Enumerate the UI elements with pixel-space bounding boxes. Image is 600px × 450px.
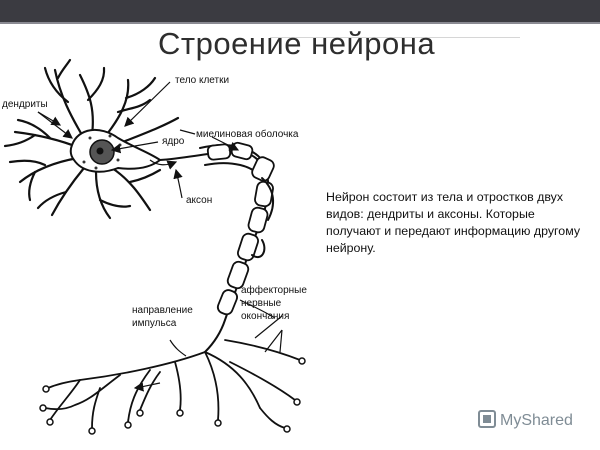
label-impulse-2: импульса	[132, 318, 177, 329]
slide-description: Нейрон состоит из тела и отростков двух видов: дендриты и аксоны. Которые получают и передают информацию другому нейрону.	[326, 190, 581, 255]
label-dendrites: дендриты	[2, 99, 48, 110]
label-impulse-1: направление	[132, 305, 193, 316]
label-cell-body: тело клетки	[175, 75, 230, 86]
slide-title: Строение нейрона	[158, 26, 436, 61]
label-effector-2: нервные	[241, 298, 282, 309]
label-effector-3: окончания	[241, 311, 290, 322]
myshared-logo-icon	[478, 410, 496, 428]
watermark-text: MyShared	[500, 412, 573, 429]
nucleolus-shape	[97, 148, 104, 155]
label-myelin: миелиновая оболочка	[196, 129, 299, 140]
label-nucleus: ядро	[162, 136, 185, 147]
axon-terminals-drawing	[45, 340, 300, 428]
watermark	[478, 410, 573, 430]
terminal-buttons	[40, 358, 305, 434]
label-axon: аксон	[186, 195, 213, 206]
cell-body-outline	[71, 130, 160, 172]
label-effector-1: аффекторные	[241, 285, 307, 296]
